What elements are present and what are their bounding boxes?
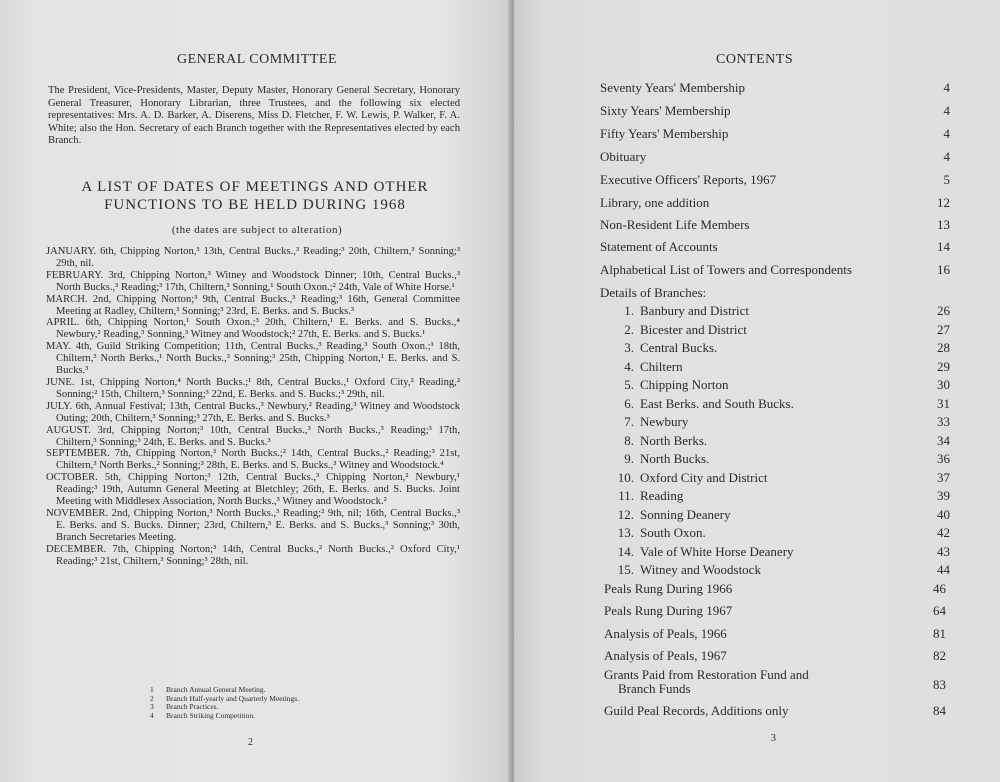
- contents-entry-page: 83: [933, 677, 946, 692]
- meetings-list-title: [40, 178, 470, 214]
- branch-number: 9.: [624, 451, 634, 466]
- contents-entry-label: 4. Chiltern: [612, 359, 683, 375]
- branch-number: 13.: [617, 525, 634, 540]
- contents-entry-page: 84: [933, 703, 946, 718]
- contents-entry-page: 36: [937, 451, 950, 466]
- contents-entry-label: 12. Sonning Deanery: [612, 507, 731, 523]
- contents-entry-label: Peals Rung During 1966: [604, 581, 733, 596]
- branch-number: 2.: [624, 321, 634, 337]
- contents-entry-page: 30: [937, 377, 950, 392]
- meeting-november: NOVEMBER. 2nd, Chipping Norton,³ North Bucks.,³ Reading;² 9th, nil; 16th, Central Bucks.,³ E. Berks. and S. Bucks. Dinner; 23rd, Chiltern,³ E. Berks. and S. Bucks.,³ Sonning;³ 30th, Branch Secretaries Meeting.: [46, 507, 460, 543]
- contents-entry-label: Sixty Years' Membership: [600, 103, 731, 118]
- footnote: 1 Branch Annual General Meeting.: [150, 685, 266, 694]
- contents-entry-page: 4: [943, 149, 950, 164]
- branch-number: 8.: [624, 432, 634, 448]
- footnote: 4 Branch Striking Competition.: [150, 710, 255, 720]
- page-number-right: 3: [771, 733, 776, 744]
- contents-entry-page: 43: [937, 543, 950, 559]
- branch-number: 5.: [624, 377, 634, 392]
- contents-entry-page: 5: [943, 172, 950, 187]
- footnotes: [150, 686, 299, 720]
- contents-entry-page: 40: [937, 506, 950, 522]
- branch-number: 1.: [624, 303, 634, 318]
- contents-entry-label: Library, one addition: [600, 195, 710, 210]
- contents-entry-page: 42: [937, 525, 950, 540]
- contents-entry-page: 27: [937, 321, 950, 337]
- contents-entry-label: Guild Peal Records, Additions only: [604, 703, 789, 718]
- contents-entry-page: 29: [937, 358, 950, 374]
- contents-entry-label: Grants Paid from Restoration Fund and: [604, 667, 809, 682]
- footnote: 2 Branch Half-yearly and Quarterly Meetings.: [150, 693, 300, 703]
- contents-entry-label: 5. Chipping Norton: [612, 377, 728, 393]
- meeting-october: OCTOBER. 5th, Chipping Norton;³ 12th, Central Bucks.,³ Chipping Norton,² Newbury,¹ Reading;³ 19th, Autumn General Meeting at Bletchley; 26th, E. Berks. and S. Bucks. Joint Meeting with Middlesex Association, North Bucks.,³ Witney and Woodstock.²: [46, 472, 460, 508]
- meeting-august: AUGUST. 3rd, Chipping Norton;³ 10th, Central Bucks.,³ North Bucks.,³ Reading;³ 17th, Chiltern,³ Sonning;³ 24th, E. Berks. and S. Bucks.³: [46, 424, 460, 448]
- contents-entry-page: 33: [937, 414, 950, 429]
- branch-number: 7.: [624, 414, 634, 429]
- branch-number: 10.: [617, 469, 634, 485]
- branch-number: 15.: [617, 562, 634, 577]
- meeting-february: FEBRUARY. 3rd, Chipping Norton,³ Witney and Woodstock Dinner; 10th, Central Bucks.,³ North Bucks.,³ Reading;³ 17th, Chiltern,³ Sonning,¹ South Oxon.;² 24th, Vale of White Horse.¹: [46, 269, 460, 293]
- contents-title: CONTENTS: [716, 52, 794, 67]
- branch-number: 12.: [617, 506, 634, 522]
- contents-entry-page: 37: [937, 469, 950, 485]
- contents-entry-page: 46: [933, 581, 946, 596]
- contents-entry-label: 3. Central Bucks.: [612, 340, 717, 356]
- contents-entry-label: 15. Witney and Woodstock: [612, 562, 761, 578]
- contents-entry-label: 14. Vale of White Horse Deanery: [612, 544, 794, 560]
- contents-entry-label: Alphabetical List of Towers and Correspondents: [600, 262, 852, 277]
- meetings-list-title-line2: FUNCTIONS TO BE HELD DURING 1968: [104, 197, 406, 213]
- contents-entry-page: 31: [937, 395, 950, 411]
- contents-entry-page: 26: [937, 303, 950, 318]
- meeting-may: MAY. 4th, Guild Striking Competition; 11th, Central Bucks.,³ Reading,³ South Oxon.;¹ 18th, Chiltern,³ North Berks.,¹ North Bucks.,³ Sonning;³ 25th, Chipping Norton,¹ E. Berks. and S. Bucks.³: [46, 341, 460, 377]
- meetings-list-subtitle: (the dates are subject to alteration): [171, 224, 343, 236]
- meeting-march: MARCH. 2nd, Chipping Norton;³ 9th, Central Bucks.,³ Reading;³ 16th, General Committee Meeting at Radley, Chiltern,³ Sonning;³ 23rd, E. Berks. and S. Bucks.³: [46, 293, 460, 317]
- contents-entry-label: Seventy Years' Membership: [600, 80, 745, 95]
- contents-entry-label: 6. East Berks. and South Bucks.: [612, 396, 794, 412]
- contents-entry-label-continued: Branch Funds: [618, 681, 691, 696]
- contents-entry-page: 64: [933, 603, 946, 618]
- meeting-july: JULY. 6th, Annual Festival; 13th, Central Bucks.,³ Newbury,² Reading,³ Witney and Woodstock Outing; 20th, Chiltern,³ Sonning;³ 27th, E. Berks. and S. Bucks.³: [46, 400, 460, 424]
- meeting-december: DECEMBER. 7th, Chipping Norton;³ 14th, Central Bucks.,² North Bucks.,² Oxford City,¹ Reading;³ 21st, Chiltern,³ Sonning;³ 28th, nil.: [46, 543, 460, 567]
- contents-entry-label: Fifty Years' Membership: [600, 126, 729, 141]
- branch-number: 11.: [618, 488, 634, 503]
- contents-entry-page: 12: [937, 195, 950, 210]
- branch-number: 4.: [624, 358, 634, 374]
- contents-entry-label: Executive Officers' Reports, 1967: [600, 172, 777, 187]
- contents-entry-page: 16: [937, 262, 950, 277]
- contents-entry-label: Obituary: [600, 149, 647, 164]
- contents-entry-page: 39: [937, 488, 950, 503]
- contents-entry-label: 1. Banbury and District: [612, 303, 749, 319]
- contents-entry-label: Statement of Accounts: [600, 239, 718, 254]
- contents-entry-label: Peals Rung During 1967: [604, 603, 733, 618]
- meetings-list: [46, 246, 460, 567]
- general-committee-title: GENERAL COMMITTEE: [176, 52, 338, 67]
- meeting-january: JANUARY. 6th, Chipping Norton,³ 13th, Central Bucks.,³ Reading;³ 20th, Chiltern,³ Sonning;³ 29th, nil.: [46, 246, 460, 269]
- contents-entry-page: 28: [937, 340, 950, 355]
- meeting-april: APRIL. 6th, Chipping Norton,¹ South Oxon.;³ 20th, Chiltern,¹ E. Berks. and S. Bucks.,⁴ Newbury,² Reading,³ Sonning,³ Witney and Woodstock;² 27th, E. Berks. and S. Bucks.¹: [46, 317, 460, 341]
- contents-entry-page: 34: [937, 432, 950, 448]
- contents-entry-page: 13: [937, 217, 950, 232]
- contents-entry-label: Details of Branches:: [600, 285, 707, 300]
- page-number-left: 2: [248, 737, 253, 748]
- contents-entry-label: 13. South Oxon.: [612, 525, 706, 541]
- contents-entry-label: 7. Newbury: [612, 414, 688, 430]
- contents-entry-label: 11. Reading: [612, 488, 683, 504]
- contents-entry-label: Analysis of Peals, 1967: [604, 648, 727, 663]
- contents-entry-label: 8. North Berks.: [612, 433, 707, 449]
- contents-entry-label: 9. North Bucks.: [612, 451, 709, 467]
- contents-entry-label: Non-Resident Life Members: [600, 217, 750, 232]
- meeting-june: JUNE. 1st, Chipping Norton,⁴ North Bucks.;¹ 8th, Central Bucks.,¹ Oxford City,² Reading,² Sonning;² 15th, Chiltern,³ Sonning;³ 22nd, E. Berks. and S. Bucks.;³ 29th, nil.: [46, 376, 460, 400]
- footnote: 3 Branch Practices.: [150, 702, 219, 712]
- contents-entry-page: 81: [933, 626, 946, 641]
- contents-entry-label: 2. Bicester and District: [612, 322, 747, 338]
- contents-entry-page: 44: [937, 562, 950, 577]
- contents-entry-label: 10. Oxford City and District: [612, 470, 767, 486]
- contents-entry-page: 4: [943, 103, 950, 118]
- contents-entry-page: 4: [943, 80, 950, 95]
- contents-entry-page: 82: [933, 648, 946, 663]
- branch-number: 6.: [624, 395, 634, 411]
- meetings-list-title-line1: A LIST OF DATES OF MEETINGS AND OTHER: [81, 179, 429, 195]
- meeting-september: SEPTEMBER. 7th, Chipping Norton,³ North Bucks.;² 14th, Central Bucks.,² Reading;³ 21st, Chiltern,³ North Berks.,² Sonning;³ 28th, E. Berks. and S. Bucks.,³ Witney and Woodstock.⁴: [46, 448, 460, 472]
- contents-entry-page: 4: [943, 126, 950, 141]
- contents-entry-page: 14: [937, 239, 950, 254]
- contents-entry-label: Analysis of Peals, 1966: [604, 626, 727, 641]
- branch-number: 14.: [617, 543, 634, 559]
- general-committee-text: The President, Vice-Presidents, Master, Deputy Master, Honorary General Secretary, Honorary General Treasurer, Honorary Librarian, three Trustees, and the following six elected representatives: Mrs. A. D. Barker, A. Diserens, Miss D. Fletcher, F. W. Lewis, P. Walker, F. A. White; also the Hon. Secretary of each Branch together with the Representatives elected by each Branch.: [48, 85, 460, 147]
- branch-number: 3.: [624, 340, 634, 355]
